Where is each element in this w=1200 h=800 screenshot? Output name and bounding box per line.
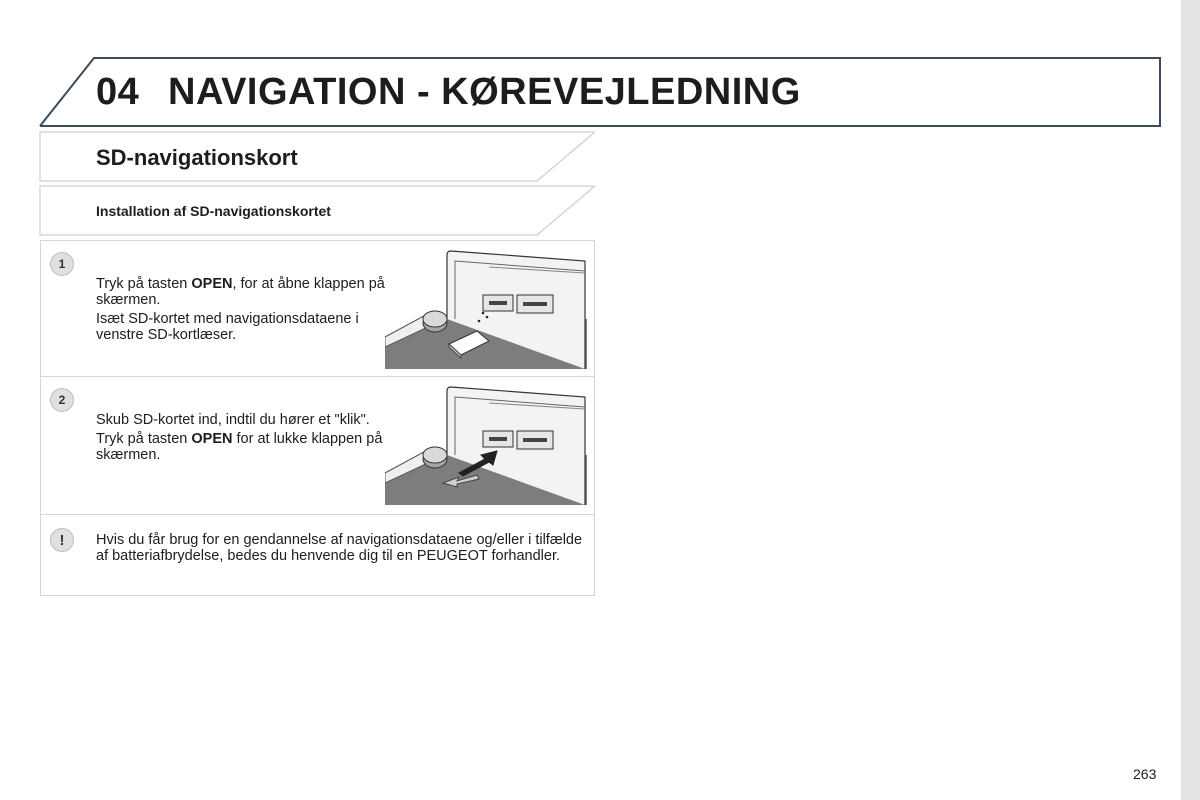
chapter-number: 04 bbox=[96, 71, 140, 113]
warning-note-box bbox=[40, 514, 595, 596]
step-1-instruction-insert: Isæt SD-kortet med navigationsdataene i venstre SD-kortlæser. bbox=[96, 311, 359, 343]
step-number-badge: 1 bbox=[50, 252, 74, 276]
sd-card-insert-illustration bbox=[385, 249, 587, 369]
step-1-box bbox=[40, 240, 595, 378]
sd-card-push-illustration bbox=[385, 385, 587, 505]
page-number: 263 bbox=[1133, 766, 1157, 782]
warning-note-text: Hvis du får brug for en gendannelse af navigationsdataene og/eller i tilfælde af batteriafbrydelse, bedes du henvende dig til en PEUGEOT forhandler. bbox=[96, 532, 583, 564]
step-2-box bbox=[40, 376, 595, 516]
step-2-text bbox=[96, 412, 386, 466]
subsection-title: Installation af SD-navigationskortet bbox=[96, 203, 331, 219]
step-1-text bbox=[96, 276, 386, 346]
warning-icon: ! bbox=[50, 528, 74, 552]
section-title: SD-navigationskort bbox=[96, 145, 298, 170]
step-number-badge: 2 bbox=[50, 388, 74, 412]
page-edge-strip bbox=[1181, 0, 1200, 800]
step-2-instruction-push: Skub SD-kortet ind, indtil du hører et "klik". bbox=[96, 412, 370, 428]
chapter-title: NAVIGATION - KØREVEJLEDNING bbox=[168, 71, 801, 113]
step-1-instruction-open: Tryk på tasten OPEN, for at åbne klappen på skærmen. bbox=[96, 276, 385, 308]
step-2-instruction-close: Tryk på tasten OPEN for at lukke klappen på skærmen. bbox=[96, 431, 383, 463]
